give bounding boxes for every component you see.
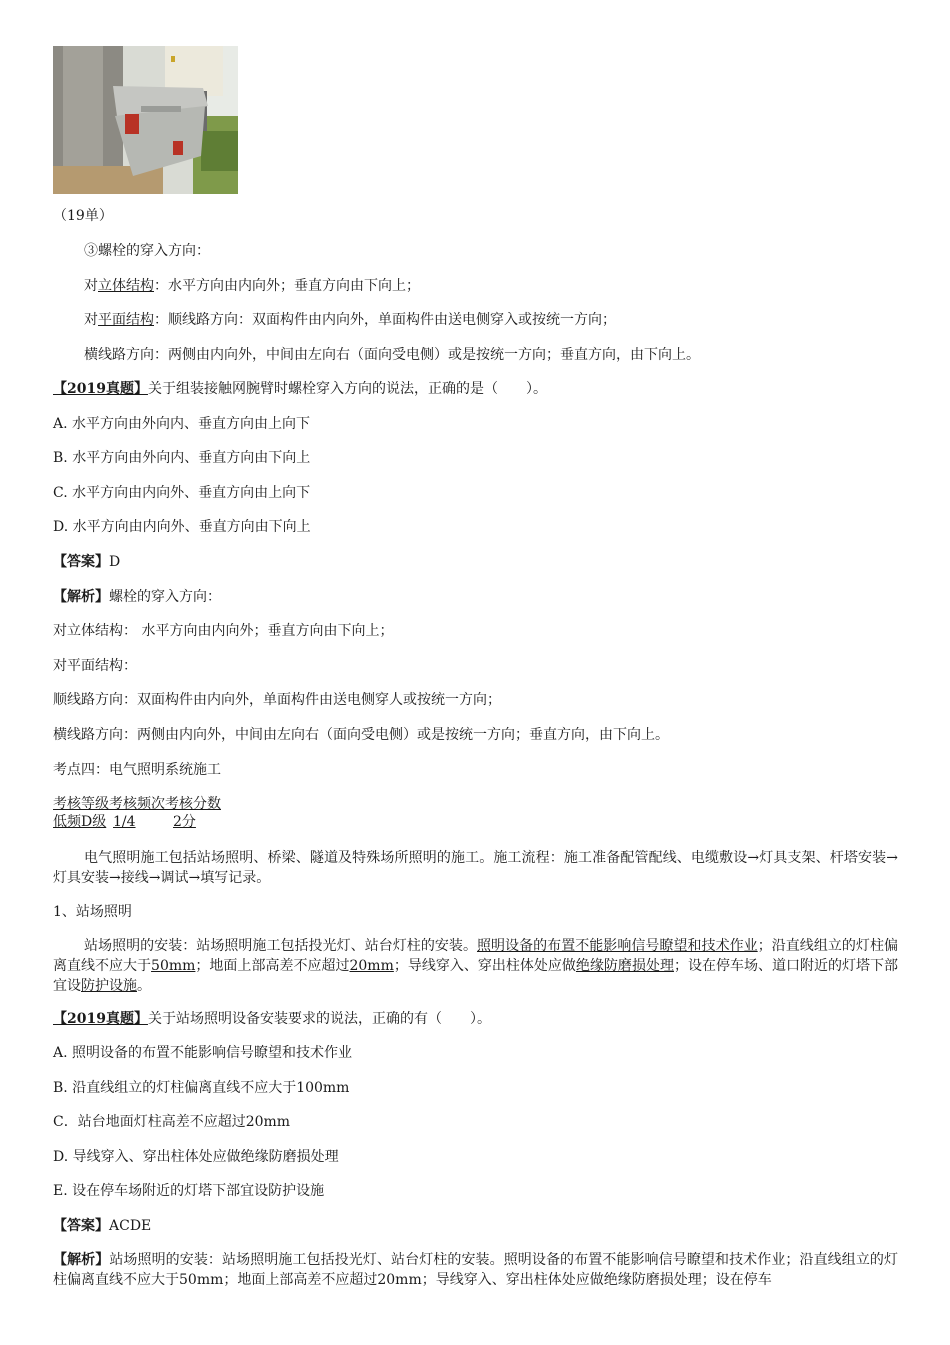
question-2-option-a: A. 照明设备的布置不能影响信号瞭望和技术作业	[53, 1045, 353, 1061]
question-1-analysis: 【解析】螺栓的穿入方向：	[53, 589, 221, 605]
analysis-line-1: 对立体结构： 水平方向由内向外；垂直方向由下向上；	[53, 623, 394, 639]
question-1-option-a: A. 水平方向由外向内、垂直方向由上向下	[53, 416, 311, 432]
section-station-lighting: 1、站场照明	[53, 904, 132, 920]
bolt-cross-line: 横线路方向：两侧由内向外，中间由左向右（面向受电侧）或是按统一方向；垂直方向，由下向上。	[84, 347, 700, 363]
station-lighting-paragraph: 站场照明的安装：站场照明施工包括投光灯、站台灯柱的安装。照明设备的布置不能影响信号瞭望和技术作业；沿直线组立的灯柱偏离直线不应大于50mm；地面上部高差不应超过20mm；导线穿入、穿出柱体处应做绝缘防磨损处理；设在停车场、道口附近的灯塔下部宜设防护设施。	[53, 938, 899, 994]
grade-header: 考核等级考核频次考核分数	[53, 796, 221, 812]
question-2-option-c: C．站台地面灯柱高差不应超过20mm	[53, 1114, 291, 1130]
question-2-answer: 【答案】ACDE	[53, 1218, 152, 1234]
grade-table	[53, 795, 221, 831]
question-1-stem: 【2019真题】关于组装接触网腕臂时螺栓穿入方向的说法，正确的是（ ）。	[53, 381, 547, 397]
question-1-option-b: B. 水平方向由外向内、垂直方向由下向上	[53, 450, 311, 466]
lighting-intro: 电气照明施工包括站场照明、桥梁、隧道及特殊场所照明的施工。施工流程：施工准备配管配线、电缆敷设→灯具支架、杆塔安装→灯具安装→接线→调试→填写记录。	[53, 850, 898, 886]
key-point-title: 考点四：电气照明系统施工	[53, 762, 221, 778]
analysis-line-2: 对平面结构：	[53, 658, 137, 674]
question-2-analysis: 【解析】站场照明的安装：站场照明施工包括投光灯、站台灯柱的安装。照明设备的布置不能影响信号瞭望和技术作业；沿直线组立的灯柱偏离直线不应大于50mm；地面上部高差不应超过20mm；导线穿入、穿出柱体处应做绝缘防磨损处理；设在停车	[53, 1252, 899, 1288]
caption: （19单）	[53, 208, 113, 224]
bolt-planar-structure: 对平面结构：顺线路方向：双面构件由内向外，单面构件由送电侧穿入或按统一方向；	[84, 312, 616, 328]
cantilever-photo	[53, 46, 238, 194]
question-1-option-c: C. 水平方向由内向外、垂直方向由上向下	[53, 485, 311, 501]
grade-score: 2分	[173, 814, 196, 830]
bolt-spatial-structure: 对立体结构：水平方向由内向外；垂直方向由下向上；	[84, 278, 420, 294]
question-2-option-e: E. 设在停车场附近的灯塔下部宜设防护设施	[53, 1183, 325, 1199]
bolt-direction-title: ③螺栓的穿入方向：	[84, 243, 210, 259]
question-1-answer: 【答案】D	[53, 554, 121, 570]
question-2-option-b: B. 沿直线组立的灯柱偏离直线不应大于100mm	[53, 1080, 350, 1096]
grade-row	[53, 813, 221, 831]
question-2-option-d: D. 导线穿入、穿出柱体处应做绝缘防磨损处理	[53, 1149, 339, 1165]
analysis-line-4: 横线路方向：两侧由内向外，中间由左向右（面向受电侧）或是按统一方向；垂直方向，由下向上。	[53, 727, 669, 743]
grade-frequency: 1/4	[113, 814, 136, 830]
grade-level: 低频D级	[53, 814, 107, 830]
question-2-stem: 【2019真题】关于站场照明设备安装要求的说法，正确的有（ ）。	[53, 1011, 491, 1027]
analysis-line-3: 顺线路方向：双面构件由内向外，单面构件由送电侧穿人或按统一方向；	[53, 692, 501, 708]
question-1-option-d: D. 水平方向由内向外、垂直方向由下向上	[53, 519, 311, 535]
